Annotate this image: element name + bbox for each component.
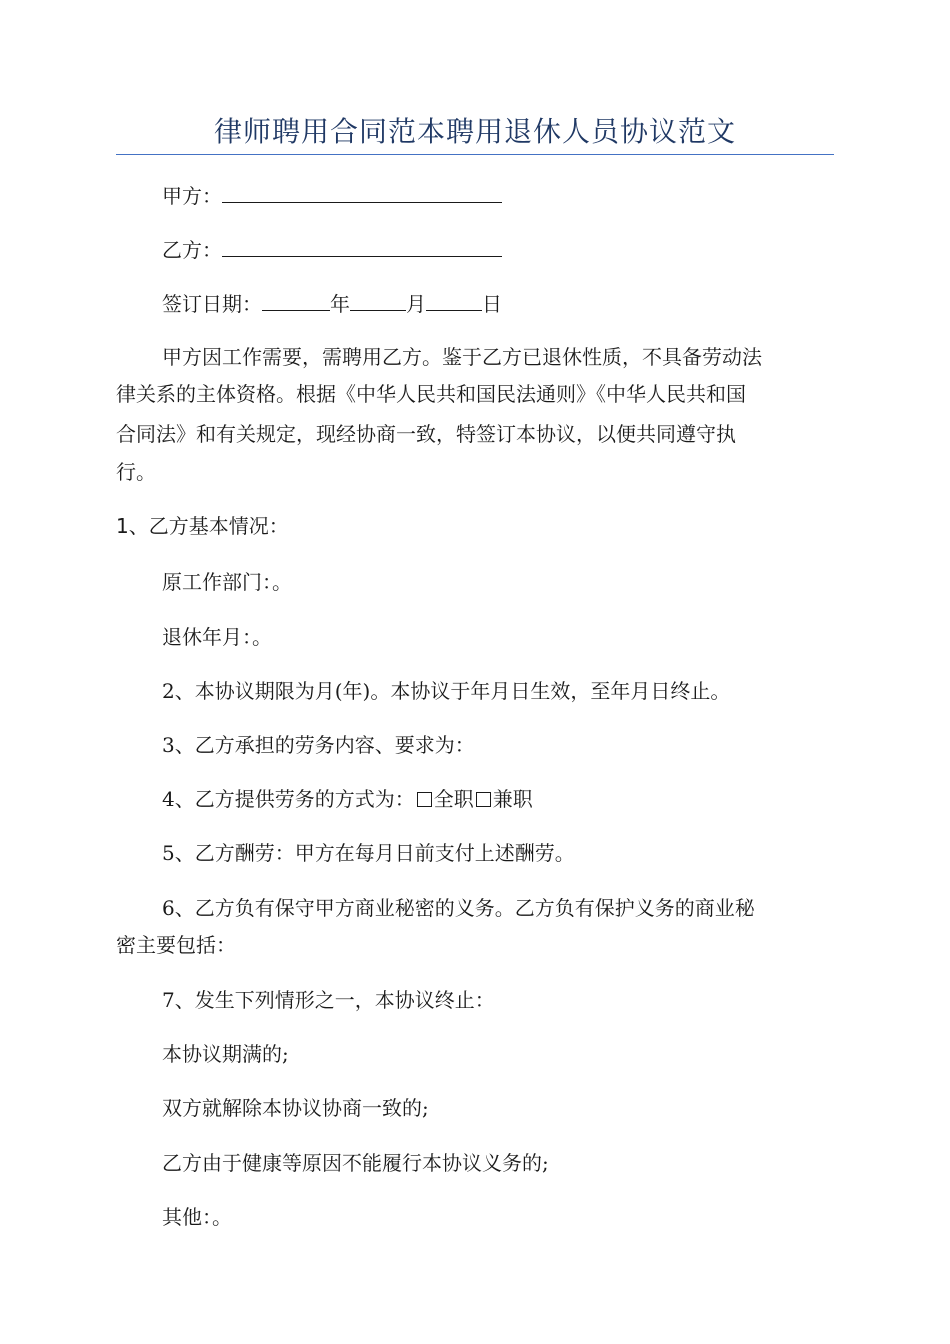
clause-4 [162, 786, 533, 812]
sign-day-blank[interactable] [426, 292, 482, 311]
termination-item-3: 乙方由于健康等原因不能履行本协议义务的; [162, 1151, 549, 1175]
termination-item-2: 双方就解除本协议协商一致的; [162, 1096, 429, 1120]
termination-item-4: 其他：。 [162, 1205, 232, 1229]
clause-7: 7、发生下列情形之一，本协议终止： [162, 988, 495, 1012]
full-time-label: 全职 [433, 787, 474, 811]
party-a-line [162, 183, 502, 209]
sign-year-blank[interactable] [262, 292, 330, 311]
party-b-line [162, 237, 502, 263]
intro-line-1: 甲方因工作需要，需聘用乙方。鉴于乙方已退休性质，不具备劳动法 [162, 345, 762, 369]
clause-3: 3、乙方承担的劳务内容、要求为： [162, 733, 475, 757]
part-time-checkbox[interactable] [476, 792, 491, 807]
sign-year-unit: 年 [330, 292, 350, 316]
party-b-label: 乙方： [162, 238, 222, 262]
section-1-heading [116, 513, 289, 539]
part-time-label: 兼职 [492, 787, 533, 811]
section-1-number: 1 [116, 514, 129, 538]
clause-6-line-1: 6、乙方负有保守甲方商业秘密的义务。乙方负有保护义务的商业秘 [162, 896, 755, 920]
clause-2: 2、本协议期限为月(年)。本协议于年月日生效，至年月日终止。 [162, 679, 731, 703]
title-underline [116, 154, 834, 155]
sign-day-unit: 日 [482, 292, 502, 316]
full-time-checkbox[interactable] [417, 792, 432, 807]
party-b-blank[interactable] [222, 238, 502, 257]
original-dept-line: 原工作部门：。 [162, 570, 292, 594]
sign-date-line [162, 291, 502, 317]
clause-6-line-2: 密主要包括： [116, 933, 236, 957]
retire-date-line: 退休年月：。 [162, 625, 272, 649]
clause-4-prefix: 4、乙方提供劳务的方式为： [162, 787, 415, 811]
sign-date-label: 签订日期： [162, 292, 262, 316]
intro-line-3: 合同法》和有关规定，现经协商一致，特签订本协议，以便共同遵守执 [116, 422, 736, 446]
intro-line-2: 律关系的主体资格。根据《中华人民共和国民法通则》《中华人民共和国 [116, 382, 746, 406]
sign-month-unit: 月 [406, 292, 426, 316]
termination-item-1: 本协议期满的; [162, 1042, 289, 1066]
party-a-blank[interactable] [222, 184, 502, 203]
intro-line-4: 行。 [116, 460, 156, 484]
clause-5: 5、乙方酬劳：甲方在每月日前支付上述酬劳。 [162, 841, 575, 865]
sign-month-blank[interactable] [350, 292, 406, 311]
party-a-label: 甲方： [162, 184, 222, 208]
document-title: 律师聘用合同范本聘用退休人员协议范文 [213, 115, 736, 148]
section-1-text: 、乙方基本情况： [128, 514, 289, 538]
